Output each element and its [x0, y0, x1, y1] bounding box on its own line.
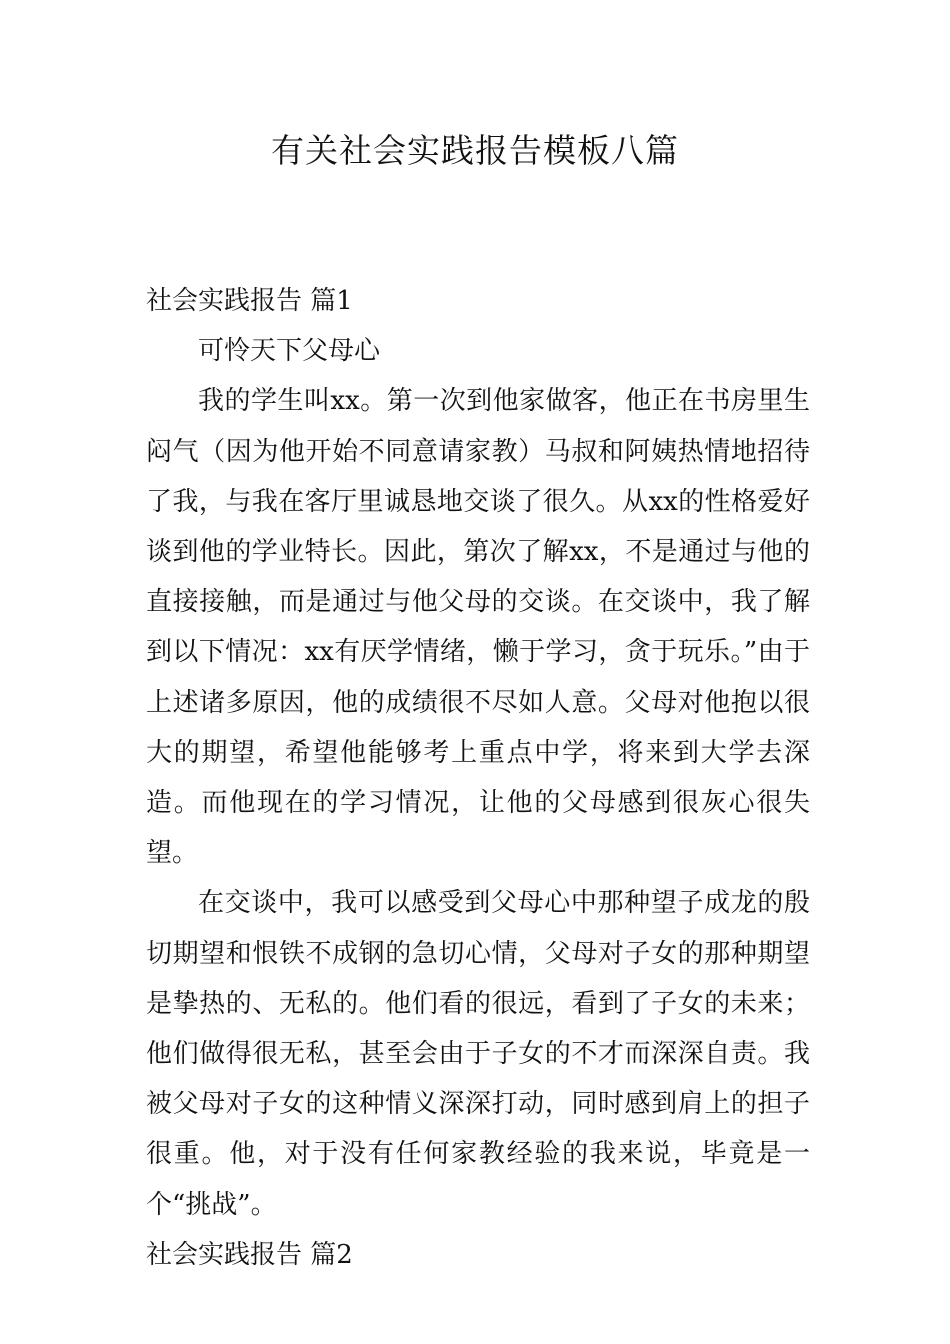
document-title: 有关社会实践报告模板八篇: [271, 131, 679, 170]
paragraph-2: 在交谈中，我可以感受到父母心中那种望子成龙的殷切期望和恨铁不成钢的急切心情，父母对子女的那种期望是挚热的、无私的。他们看的很远，看到了子女的未来；他们做得很无私，甚至会由于子女的不才而深深自责。我被父母对子女的这种情义深深打动，同时感到肩上的担子很重。他，对于没有任何家教经验的我来说，毕竟是一个“挑战”。: [146, 888, 810, 1220]
section-heading-1: 社会实践报告 篇1: [146, 286, 353, 316]
paragraph-subtitle: 可怜天下父母心: [198, 336, 381, 367]
section-heading-2: 社会实践报告 篇2: [146, 1239, 353, 1270]
paragraph-1: 我的学生叫xx。第一次到他家做客，他正在书房里生闷气（因为他开始不同意请家教）马叔和阿姨热情地招待了我，与我在客厅里诚恳地交谈了很久。从xx的性格爱好谈到他的学业特长。因此，第次了解xx，不是通过与他的直接接触，而是通过与他父母的交谈。在交谈中，我了解到以下情况：xx有厌学情绪，懒于学习，贪于玩乐。”由于上述诸多原因，他的成绩很不尽如人意。父母对他抱以很大的期望，希望他能够考上重点中学，将来到大学去深造。而他现在的学习情况，让他的父母感到很灰心很失望。: [146, 386, 810, 869]
document-body: [146, 276, 810, 1280]
